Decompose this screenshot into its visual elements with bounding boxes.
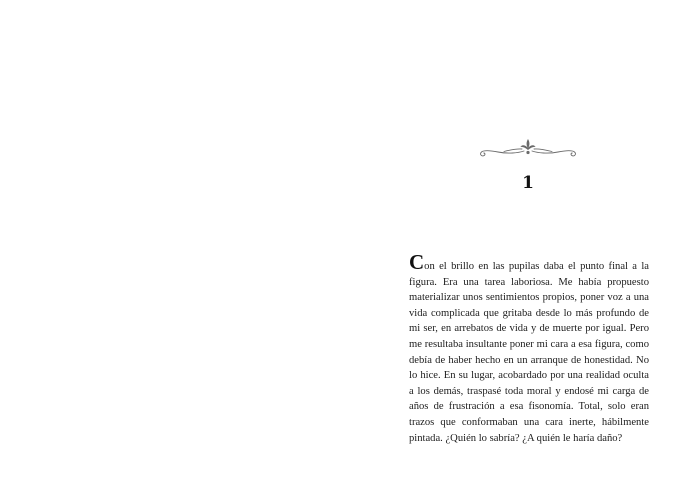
paragraph-text: on el brillo en las pupilas daba el punto final a la figura. Era una tarea laboriosa. Me había propuesto materializar unos sentimientos propios, poner voz a una vida complicada que gritaba desde lo más profundo de mi ser, en arrebatos de vida y de muerte por igual. Pero me resultaba insultante poner mi cara a esa figura, como debía de haber hecho en un arranque de honestidad. No lo hice. En su lugar, acobardado por una realidad oculta a los demás, traspasé toda moral y endosé mi carga de años de frustración a esa fisonomía. Total, solo eran trazos que conformaban una cara inerte, hábilmente pintada. ¿Quién lo sabría? ¿A quién le haría daño? bbox=[409, 261, 649, 444]
chapter-number: 1 bbox=[522, 173, 534, 193]
flourish-ornament-icon bbox=[478, 137, 578, 159]
right-page bbox=[350, 0, 700, 490]
drop-cap: C bbox=[409, 250, 425, 274]
chapter-paragraph bbox=[409, 250, 649, 446]
